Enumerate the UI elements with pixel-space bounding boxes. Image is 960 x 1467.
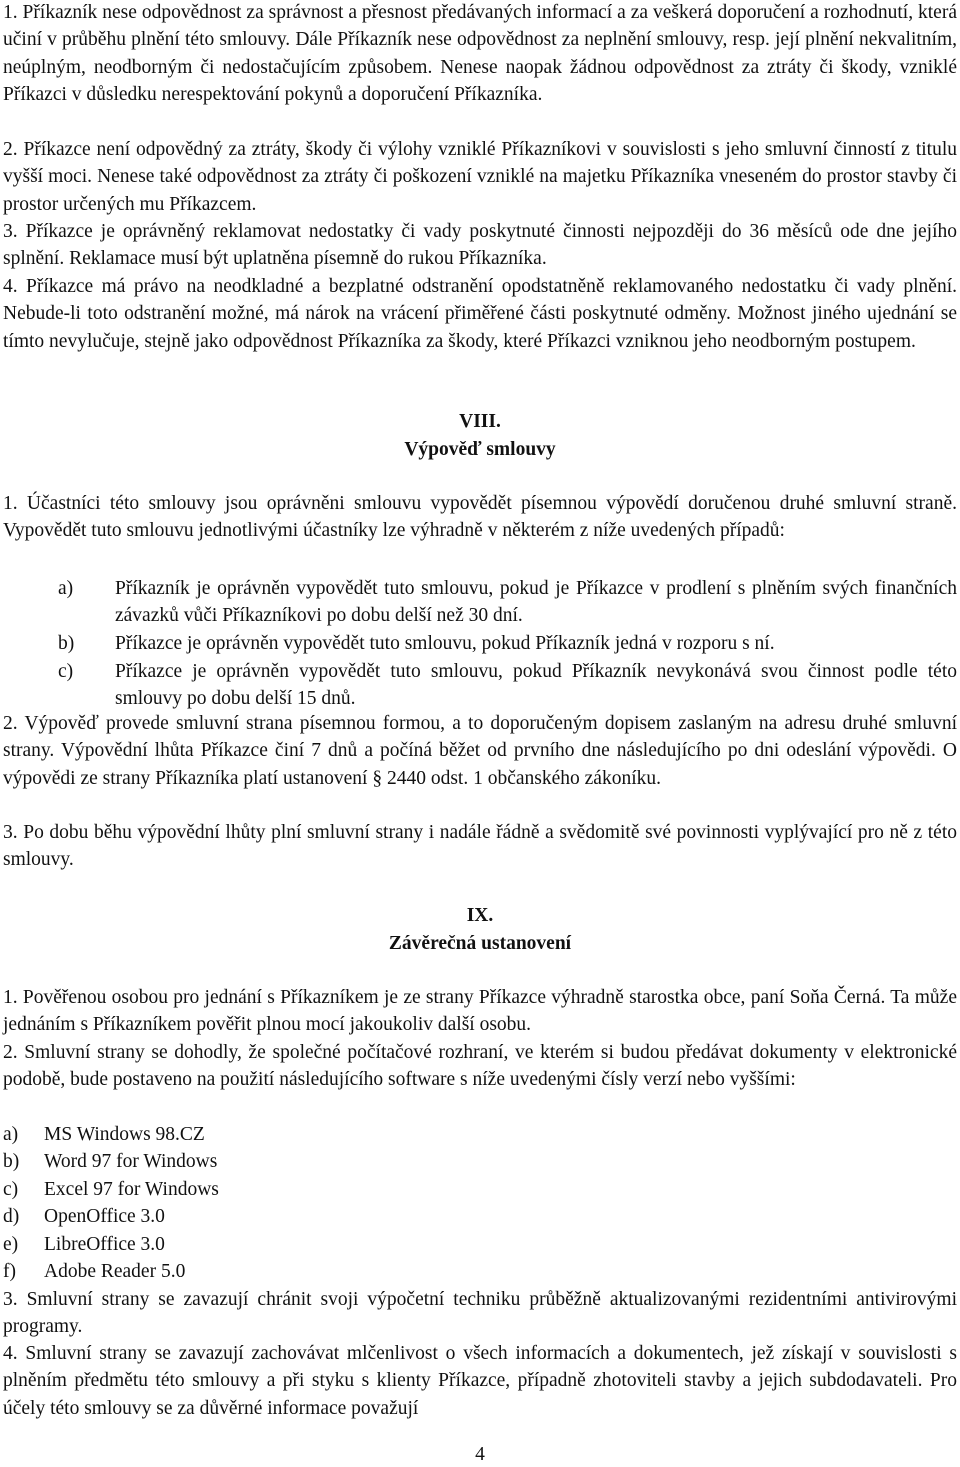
paragraph-7-2: 2. Příkazce není odpovědný za ztráty, škody či výlohy vzniklé Příkazníkovi v souvislosti s jeho smluvní činností z titulu vyšší moci. Nenese také odpovědnost za ztráty či poškození vzniklé na majetku Příkazníka vneseném do prostor stavby či prostor určených mu Příkazcem. bbox=[3, 139, 957, 215]
paragraph-7-4: 4. Příkazce má právo na neodkladné a bezplatné odstranění opodstatněně reklamovaného nedostatku či vady plnění. Nebude-li toto odstranění možné, má nárok na vrácení přiměřené části poskytnuté odměny. Možnost jiného ujednání se tímto nevylučuje, stejně jako odpovědnost Příkazníka za škody, které Příkazci vzniknou jeho neodborným postupem. bbox=[3, 276, 957, 352]
list-item-label: f) bbox=[3, 1261, 16, 1283]
software-list bbox=[3, 1121, 219, 1285]
section-number: VIII. bbox=[459, 411, 501, 432]
list-item-label: c) bbox=[58, 661, 74, 682]
paragraph-8-3: 3. Po dobu běhu výpovědní lhůty plní smluvní strany i nadále řádně a svědomitě své povinnosti vyplývající pro ně z této smlouvy. bbox=[3, 822, 957, 871]
list-item-label: b) bbox=[3, 1151, 20, 1173]
section-title: Výpověď smlouvy bbox=[404, 439, 556, 460]
paragraph-9-3: 3. Smluvní strany se zavazují chránit svoji výpočetní techniku průběžně aktualizovanými rezidentními antivirovými programy. bbox=[3, 1289, 957, 1338]
paragraph-9-4: 4. Smluvní strany se zavazují zachovávat mlčenlivost o všech informacích a dokumentech, jež získají v souvislosti s plněním předmětu této smlouvy a při styku s klienty Příkazce, případně zhotoviteli stavby a jejich subdodavateli. Pro účely této smlouvy se za důvěrné informace považují bbox=[3, 1343, 957, 1419]
list-item-text: Excel 97 for Windows bbox=[44, 1178, 219, 1200]
list-item-text: MS Windows 98.CZ bbox=[44, 1124, 205, 1145]
paragraph-8-2: 2. Výpověď provede smluvní strana písemnou formou, a to doporučeným dopisem zaslaným na adresu druhé smluvní strany. Výpovědní lhůta Příkazce činí 7 dnů a počíná běžet od prvního dne následujícího po dni odeslání výpovědi. O výpovědi ze strany Příkazníka platí ustanovení § 2440 odst. 1 občanského zákoníku. bbox=[3, 713, 957, 789]
section-number: IX. bbox=[466, 905, 494, 926]
list-item-text: Příkazce je oprávněn vypovědět tuto smlouvu, pokud Příkazník jedná v rozporu s ní. bbox=[115, 633, 775, 654]
paragraph-9-1: 1. Pověřenou osobou pro jednání s Příkazníkem je ze strany Příkazce výhradně starostka obce, paní Soňa Černá. Ta může jednáním s Příkazníkem pověřit plnou mocí jakoukoliv další osobu. bbox=[3, 987, 957, 1036]
paragraph-8-1: 1. Účastníci této smlouvy jsou oprávněni smlouvu vypovědět písemnou výpovědí doručenou druhé smluvní straně. Vypovědět tuto smlouvu jednotlivými účastníky lze výhradně v některém z níže uvedených případů: bbox=[3, 493, 957, 542]
list-item-label: a) bbox=[58, 578, 74, 599]
list-item-text: Word 97 for Windows bbox=[44, 1151, 218, 1173]
list-item bbox=[3, 1176, 219, 1203]
list-item bbox=[3, 1203, 219, 1230]
list-item-label: b) bbox=[58, 633, 75, 654]
list-item-text: Příkazce je oprávněn vypovědět tuto smlouvu, pokud Příkazník nevykonává svou činnost podle této smlouvy po dobu delší 15 dnů. bbox=[115, 661, 957, 710]
list-item bbox=[3, 1258, 219, 1285]
list-item-label: c) bbox=[3, 1178, 19, 1200]
page-number: 4 bbox=[475, 1444, 485, 1465]
list-item-text: LibreOffice 3.0 bbox=[44, 1233, 165, 1255]
list-item-text: OpenOffice 3.0 bbox=[44, 1206, 165, 1228]
list-item bbox=[3, 1121, 219, 1148]
paragraph-7-1: 1. Příkazník nese odpovědnost za správnost a přesnost předávaných informací a za veškerá doporučení a rozhodnutí, která učiní v průběhu plnění této smlouvy. Dále Příkazník nese odpovědnost za neplnění smlouvy, resp. její plnění nekvalitním, neúplným, neodborným či nedostačujícím způsobem. Nenese naopak žádnou odpovědnost za ztráty či škody, vzniklé Příkazci v důsledku nerespektování pokynů a doporučení Příkazníka. bbox=[3, 2, 957, 106]
list-item bbox=[3, 1231, 219, 1258]
list-item-label: a) bbox=[3, 1124, 19, 1145]
section-title: Závěrečná ustanovení bbox=[388, 933, 572, 954]
list-item bbox=[3, 1148, 219, 1175]
paragraph-7-3: 3. Příkazce je oprávněný reklamovat nedostatky či vady poskytnuté činnosti nejpozději do 36 měsíců ode dne jejího splnění. Reklamace musí být uplatněna písemně do rukou Příkazníka. bbox=[3, 221, 957, 270]
list-item-label: e) bbox=[3, 1233, 19, 1255]
list-item-label: d) bbox=[3, 1206, 20, 1228]
list-item-text: Příkazník je oprávněn vypovědět tuto smlouvu, pokud je Příkazce v prodlení s plněním svých finančních závazků vůči Příkazníkovi po dobu delší než 30 dní. bbox=[115, 578, 957, 627]
paragraph-9-2: 2. Smluvní strany se dohodly, že společné počítačové rozhraní, ve kterém si budou předávat dokumenty v elektronické podobě, bude postaveno na použití následujícího software s níže uvedenými čísly verzí nebo vyššími: bbox=[3, 1042, 957, 1091]
list-item-text: Adobe Reader 5.0 bbox=[44, 1261, 186, 1283]
